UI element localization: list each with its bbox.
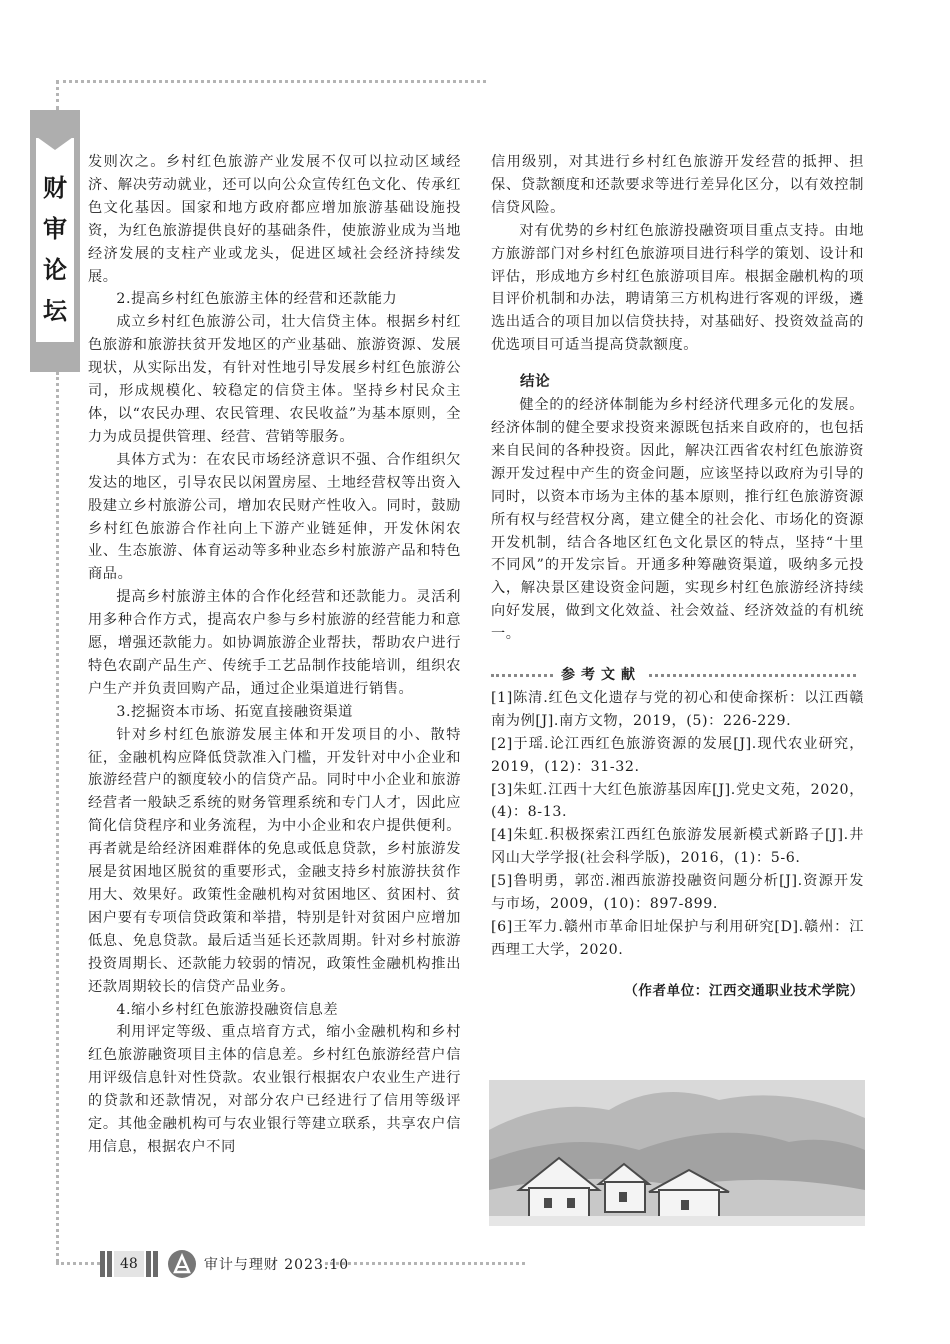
page-bar-right-2 — [153, 1251, 158, 1277]
page-bar-right — [146, 1251, 151, 1277]
tab-char: 财 — [43, 174, 67, 202]
reference-item: [6]王军力.赣州市革命旧址保护与利用研究[D].赣州：江西理工大学，2020. — [491, 919, 864, 958]
left-dotted-border-top — [56, 80, 59, 110]
reference-item: [5]鲁明勇，郭峦.湘西旅游投融资问题分析[J].资源开发与市场，2009，(10)：897-899. — [491, 873, 864, 913]
section-tab-label — [30, 168, 80, 332]
references-heading — [491, 664, 864, 687]
body-paragraph: 成立乡村红色旅游公司，壮大信贷主体。根据乡村红色旅游和旅游扶贫开发地区的产业基础、旅游资源、发展现状，从实际出发，有针对性地引导发展乡村红色旅游公司，形成规模化、较稳定的信贷主体。坚持乡村民众主体，以“农民办理、农民管理、农民收益”为基本原则，全力为成员提供管理、经营、营销等服务。 — [88, 314, 461, 445]
reference-item: [1]陈清.红色文化遗存与党的初心和使命探析：以江西赣南为例[J].南方文物，2019，(5)：226-229. — [491, 689, 864, 729]
tab-notch — [30, 132, 80, 150]
journal-logo-icon — [168, 1250, 196, 1278]
subheading: 2.提高乡村红色旅游主体的经营和还款能力 — [116, 291, 398, 308]
right-column — [491, 151, 864, 1003]
section-tab — [30, 110, 80, 372]
reference-item: [4]朱虹.积极探索江西红色旅游发展新模式新路子[J].井冈山大学学报(社会科学版)，2016，(1)：5-6. — [491, 827, 864, 867]
page-bar-left-2 — [107, 1251, 112, 1277]
tab-bottom-bar — [30, 342, 80, 372]
page-number-box — [100, 1249, 160, 1279]
body-paragraph: 对有优势的乡村红色旅游投融资项目重点支持。由地方旅游部门对乡村红色旅游项目进行科学的策划、设计和评估，形成地方乡村红色旅游项目库。根据金融机构的项目评价机制和办法，聘请第三方机构进行客观的评级，遴选出适合的项目加以信贷扶持，对基础好、投资效益高的优选项目可适当提高贷款额度。 — [491, 222, 864, 354]
tab-char: 审 — [43, 215, 67, 243]
dots-right — [649, 674, 856, 677]
page-number: 48 — [114, 1251, 144, 1277]
body-paragraph: 针对乡村红色旅游发展主体和开发项目的小、散特征，金融机构应降低贷款准入门槛，开发针对中小企业和旅游经营户的额度较小的信贷产品。同时中小企业和旅游经营者一般缺乏系统的财务管理系统和专门人才，因此应简化信贷程序和业务流程，为中小企业和农户提供便利。再者就是给经济困难群体的免息或低息贷款，乡村旅游发展是贫困地区脱贫的重要形式，金融支持乡村旅游扶贫作用大、效果好。政策性金融机构对贫困地区、贫困村、贫困户要有专项信贷政策和举措，特别是针对贫困户应增加低息、免息贷款。最后适当延长还款周期。针对乡村旅游投资周期长、还款能力较弱的情况，政策性金融机构推出还款周期较长的信贷产品业务。 — [88, 726, 461, 995]
reference-item: [2]于瑶.论江西红色旅游资源的发展[J].现代农业研究，2019，(12)：31-32. — [491, 735, 864, 775]
body-paragraph: 发则次之。乡村红色旅游产业发展不仅可以拉动区域经济、解决劳动就业，还可以向公众宣传红色文化、传承红色文化基因。国家和地方政府都应增加旅游基础设施投资，为红色旅游提供良好的基础条件，使旅游业成为当地经济发展的支柱产业或龙头，促进区域社会经济持续发展。 — [88, 154, 461, 285]
body-paragraph: 具体方式为：在农民市场经济意识不强、合作组织欠发达的地区，引导农民以闲置房屋、土地经营权等出资入股建立乡村旅游公司，增加农民财产性收入。同时，鼓励乡村红色旅游合作社向上下游产业链延伸，开发休闲农业、生态旅游、体育运动等多种业态乡村旅游产品和特色商品。 — [88, 451, 461, 583]
conclusion-paragraph: 健全的的经济体制能为乡村经济代理多元化的发展。经济体制的健全要求投资来源既包括来自政府的，也包括来自民间的各种投资。因此，解决江西省农村红色旅游资源开发过程中产生的资金问题，应该坚持以政府为引导的同时，以资本市场为主体的基本原则，推行红色旅游资源所有权与经营权分离，建立健全的社会化、市场化的资源开发机制，结合各地区红色文化景区的特点，坚持“十里不同风”的开发宗旨。开通多种筹融资渠道，吸纳多元投入，解决景区建设资金问题，实现乡村红色旅游经济持续向好发展，做到文化效益、社会效益、经济效益的有机统一。 — [491, 397, 864, 643]
bottom-dotted-border — [56, 1262, 100, 1265]
subheading: 3.挖掘资本市场、拓宽直接融资渠道 — [116, 703, 353, 720]
body-paragraph: 信用级别，对其进行乡村红色旅游开发经营的抵押、担保、贷款额度和还款要求等进行差异化区分，以有效控制信贷风险。 — [491, 154, 864, 216]
top-dotted-border — [56, 80, 486, 83]
page-bar-left — [100, 1251, 105, 1277]
subheading: 4.缩小乡村红色旅游投融资信息差 — [116, 1001, 339, 1018]
left-dotted-border-bottom — [56, 372, 59, 1262]
landscape-illustration — [489, 1080, 865, 1226]
references-title: 参考文献 — [561, 667, 641, 684]
body-paragraph: 利用评定等级、重点培育方式，缩小金融机构和乡村红色旅游融资项目主体的信息差。乡村红色旅游经营户信用评级信息针对性贷款。农业银行根据农户农业生产进行的贷款和还款情况，对部分农户已经进行了信用等级评定。其他金融机构可与农业银行等建立联系，共享农户信用信息，根据农户不同 — [88, 1024, 461, 1155]
author-affiliation: （作者单位：江西交通职业技术学院） — [624, 982, 864, 999]
page-footer — [100, 1247, 349, 1281]
body-paragraph: 提高乡村旅游主体的合作化经营和还款能力。灵活利用多种合作方式，提高农户参与乡村旅游的经营能力和意愿，增强还款能力。如协调旅游企业帮扶，帮助农户进行特色农副产品生产、传统手工艺品制作技能培训，组织农户生产并负责回购产品，通过企业渠道进行销售。 — [88, 589, 461, 697]
conclusion-heading: 结论 — [520, 374, 551, 391]
left-column — [88, 151, 461, 1159]
reference-item: [3]朱虹.江西十大红色旅游基因库[J].党史文苑，2020，(4)：8-13. — [491, 781, 864, 821]
bottom-dotted-border-right — [325, 1262, 525, 1265]
tab-char: 坛 — [43, 297, 67, 325]
tab-char: 论 — [43, 256, 67, 284]
dots-left — [491, 674, 553, 677]
journal-name: 审计与理财 2023.10 — [203, 1257, 350, 1273]
